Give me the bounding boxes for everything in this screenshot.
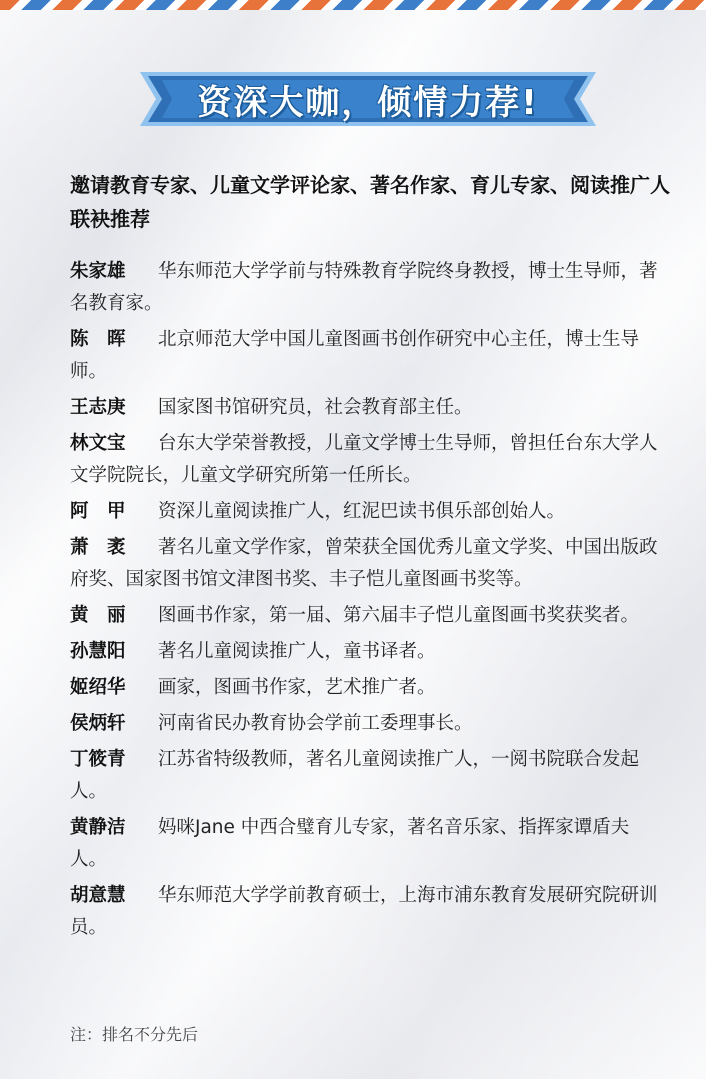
recommender-name: 侯炳轩 <box>70 713 126 734</box>
recommender-name: 陈 晖 <box>70 329 126 350</box>
recommender-description: 资深儿童阅读推广人，红泥巴读书俱乐部创始人。 <box>158 501 566 522</box>
recommender-name: 丁筱青 <box>70 749 126 770</box>
recommender-name: 林文宝 <box>70 433 126 454</box>
recommender-entry <box>70 428 660 492</box>
recommender-entry <box>70 532 660 596</box>
recommender-description: 图画书作家，第一届、第六届丰子恺儿童图画书奖获奖者。 <box>158 605 640 626</box>
recommender-name: 胡意慧 <box>70 885 126 906</box>
recommender-entry <box>70 600 660 632</box>
recommender-name: 萧 袤 <box>70 537 126 558</box>
recommender-entry <box>70 496 660 528</box>
airmail-stripe <box>0 0 706 10</box>
recommender-description: 国家图书馆研究员，社会教育部主任。 <box>158 397 473 418</box>
recommender-description: 北京师范大学中国儿童图画书创作研究中心主任，博士生导师。 <box>70 329 640 382</box>
recommender-entry <box>70 392 660 424</box>
intro-heading: 邀请教育专家、儿童文学评论家、著名作家、育儿专家、阅读推广人联袂推荐 <box>70 173 670 231</box>
recommender-description: 江苏省特级教师，著名儿童阅读推广人，一阅书院联合发起人。 <box>70 749 640 802</box>
title-banner <box>140 66 596 132</box>
recommender-entry <box>70 636 660 668</box>
recommender-entry <box>70 324 660 388</box>
recommender-name: 黄 丽 <box>70 605 126 626</box>
banner-title: 资深大咖，倾情力荐! <box>197 82 539 123</box>
recommender-name: 姬绍华 <box>70 677 126 698</box>
recommender-entry <box>70 880 660 944</box>
ranking-note: 注：排名不分先后 <box>70 1025 199 1044</box>
recommender-entry <box>70 256 660 320</box>
recommender-name: 阿 甲 <box>70 501 126 522</box>
recommender-description: 画家，图画书作家，艺术推广者。 <box>158 677 436 698</box>
recommender-name: 孙慧阳 <box>70 641 126 662</box>
recommender-description: 华东师范大学学前与特殊教育学院终身教授，博士生导师，著名教育家。 <box>70 261 658 314</box>
recommender-entry <box>70 672 660 704</box>
recommender-list <box>70 256 660 948</box>
recommender-description: 著名儿童阅读推广人，童书译者。 <box>158 641 436 662</box>
recommender-description: 华东师范大学学前教育硕士，上海市浦东教育发展研究院研训员。 <box>70 885 658 938</box>
recommender-name: 黄静洁 <box>70 817 126 838</box>
recommender-entry <box>70 744 660 808</box>
recommender-description: 河南省民办教育协会学前工委理事长。 <box>158 713 473 734</box>
recommender-description: 台东大学荣誉教授，儿童文学博士生导师，曾担任台东大学人文学院院长，儿童文学研究所第一任所长。 <box>70 433 658 486</box>
recommender-description: 著名儿童文学作家，曾荣获全国优秀儿童文学奖、中国出版政府奖、国家图书馆文津图书奖、丰子恺儿童图画书奖等。 <box>70 537 658 590</box>
recommender-description: 妈咪Jane 中西合璧育儿专家，著名音乐家、指挥家谭盾夫人。 <box>70 817 630 870</box>
recommender-name: 朱家雄 <box>70 261 126 282</box>
recommender-entry <box>70 708 660 740</box>
recommender-entry <box>70 812 660 876</box>
recommender-name: 王志庚 <box>70 397 126 418</box>
